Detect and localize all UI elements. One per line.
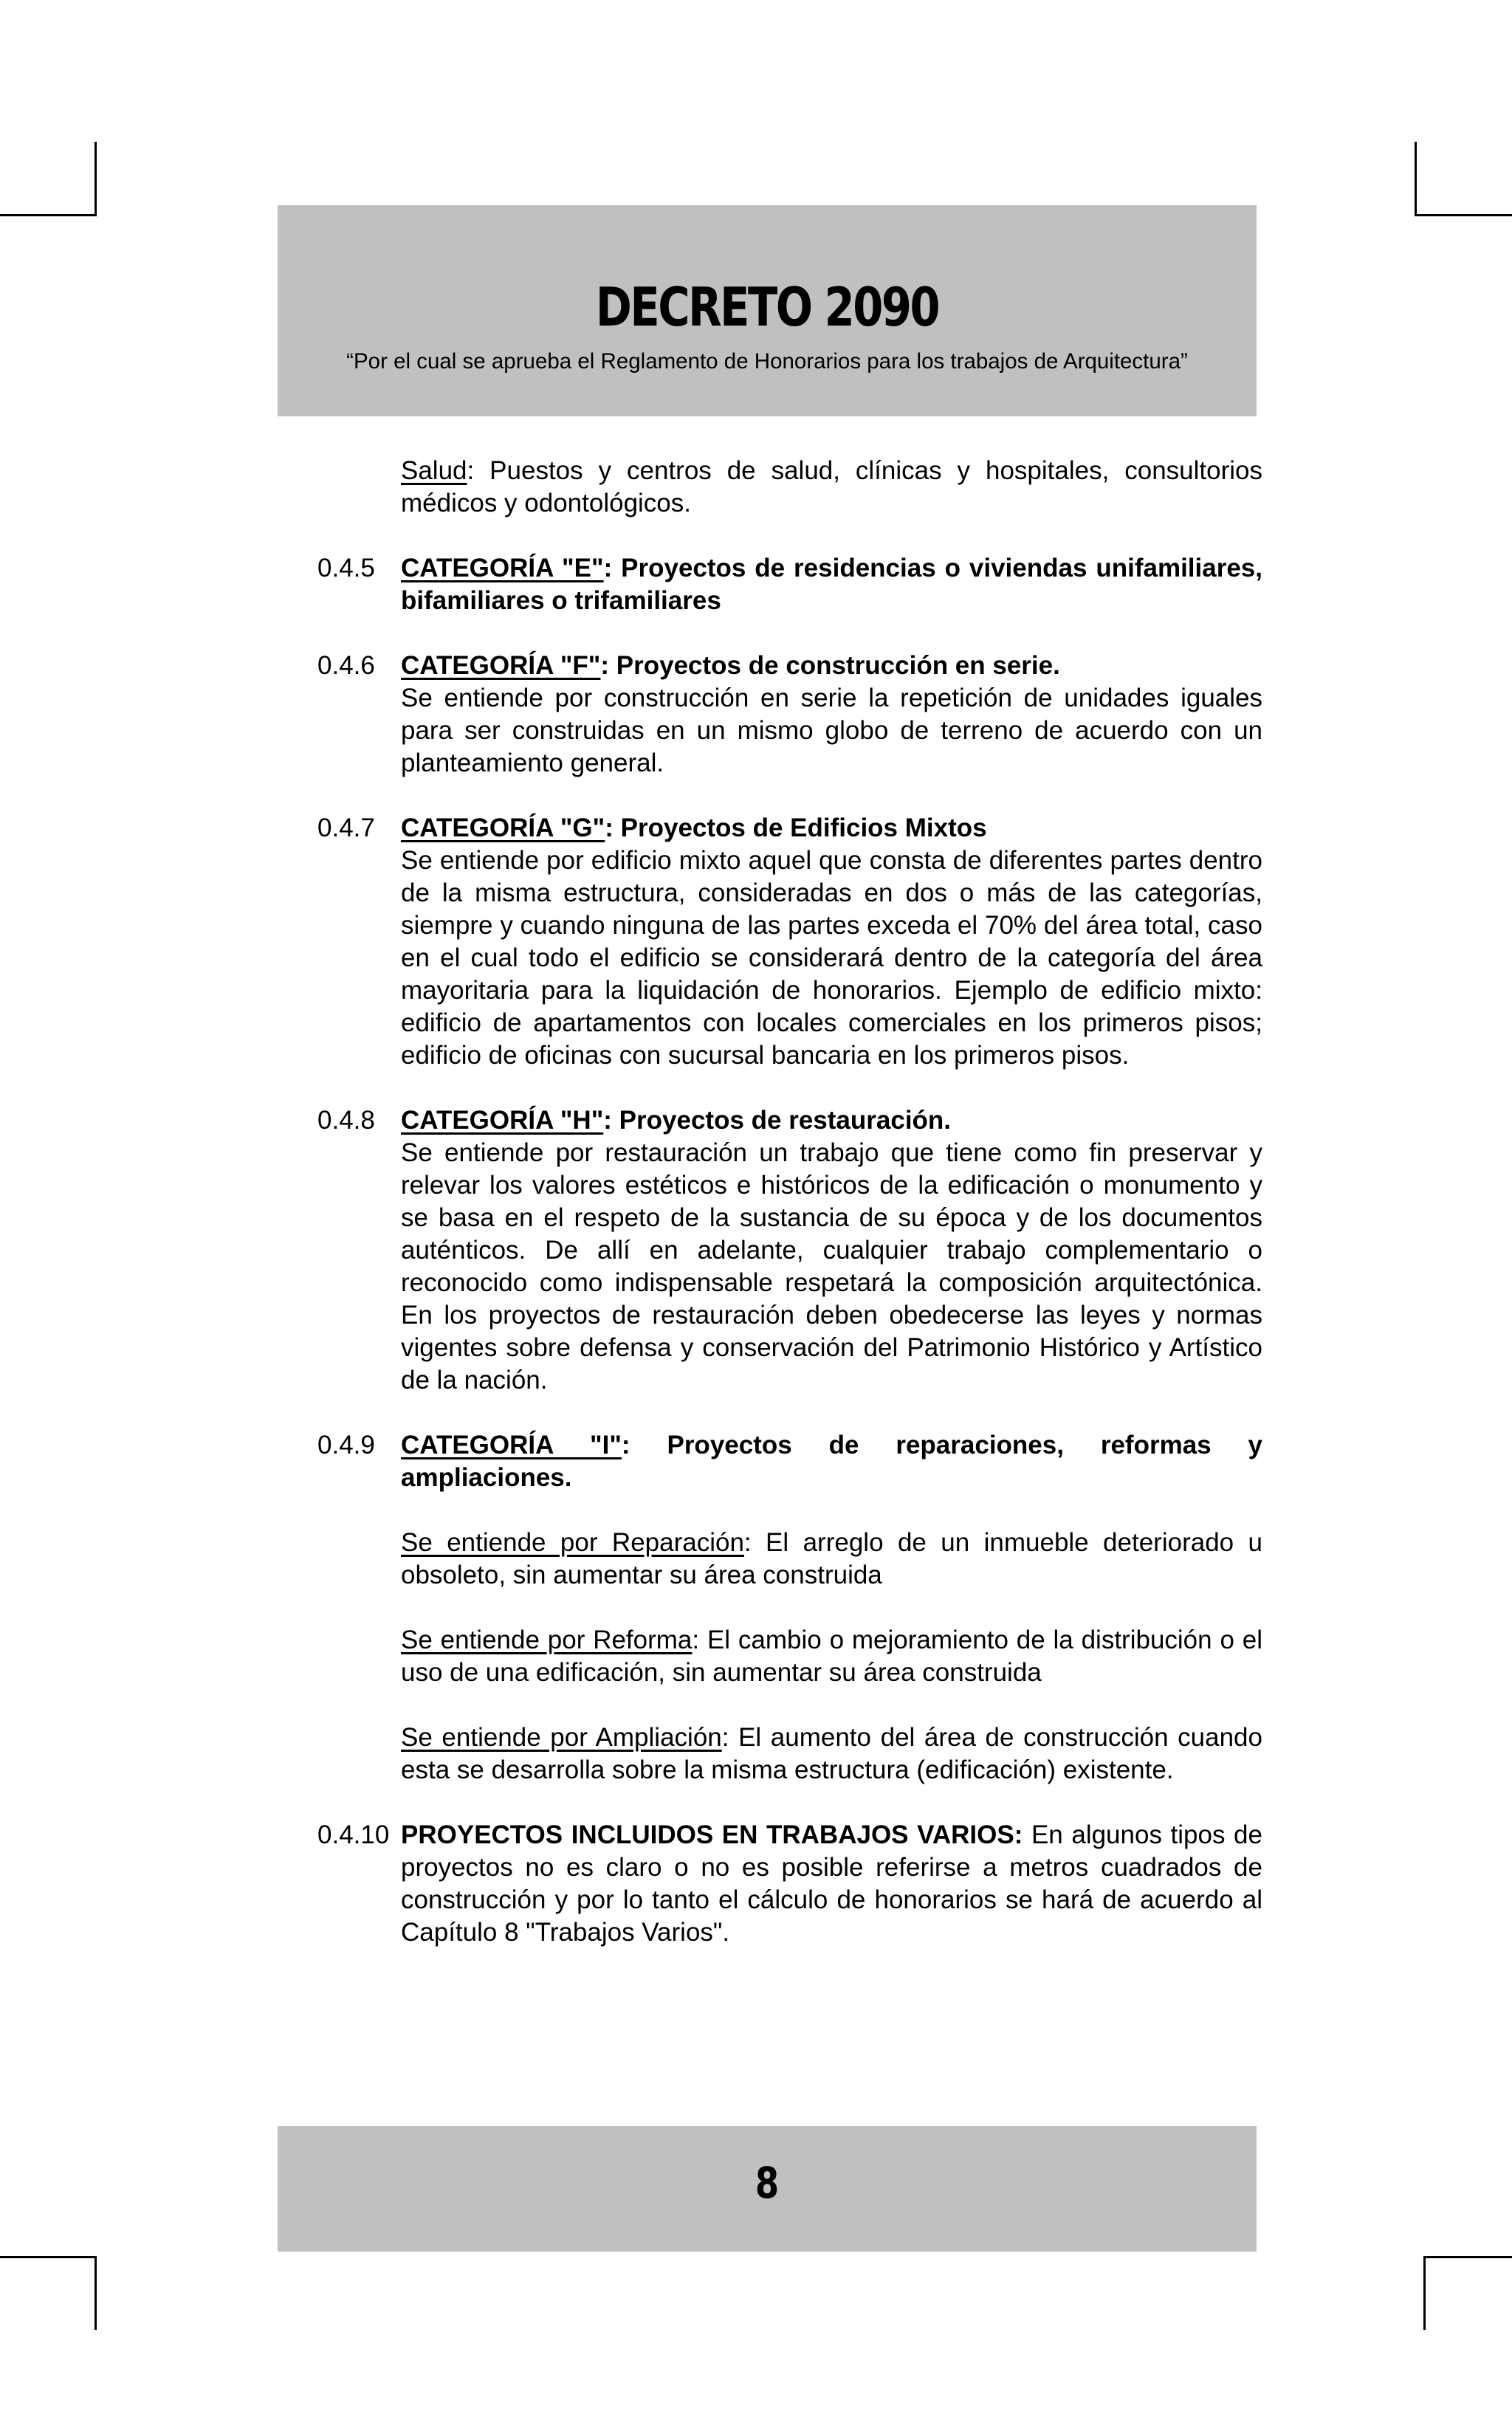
crop-mark-top-left-v bbox=[94, 142, 97, 216]
section-body: Se entiende por construcción en serie la repetición de unidades iguales para ser construidas en un mismo globo de terreno de acuerdo con un planteamiento general. bbox=[401, 684, 1262, 777]
section-body: En algunos tipos de proyectos no es claro o no es posible referirse a metros cuadrados de construcción y por lo tanto el cálculo de honorarios se hará de acuerdo al Capítulo 8 "Trabajos Varios". bbox=[401, 1820, 1262, 1947]
crop-mark-bottom-right-h bbox=[1423, 2256, 1512, 2258]
section-0-4-7 bbox=[317, 812, 1262, 1072]
category-title: : Proyectos de Edificios Mixtos bbox=[605, 814, 987, 842]
intro-text bbox=[401, 455, 1262, 520]
section-heading bbox=[401, 1104, 1262, 1137]
page-number: 8 bbox=[755, 2158, 780, 2208]
section-heading bbox=[401, 812, 1262, 845]
intro-paragraph bbox=[317, 455, 1262, 520]
category-title: : Proyectos de residencias o viviendas unifamiliares, bifamiliares o trifamiliares bbox=[401, 554, 1262, 615]
category-title: : Proyectos de construcción en serie. bbox=[600, 651, 1060, 680]
section-number: 0.4.9 bbox=[317, 1431, 375, 1459]
document-subtitle: “Por el cual se aprueba el Reglamento de Honorarios para los trabajos de Arquitectura” bbox=[346, 349, 1188, 374]
crop-mark-top-right-v bbox=[1415, 142, 1417, 216]
document-title: DECRETO 2090 bbox=[595, 276, 939, 338]
footer-band bbox=[278, 2126, 1257, 2252]
definition-text: : El cambio o mejoramiento de la distribución o el uso de una edificación, sin aumentar su área construida bbox=[401, 1626, 1262, 1687]
section-number: 0.4.7 bbox=[317, 814, 375, 842]
section-number: 0.4.8 bbox=[317, 1106, 375, 1135]
section-number: 0.4.10 bbox=[317, 1820, 390, 1849]
section-heading bbox=[401, 552, 1262, 617]
definition-term: Se entiende por Ampliación bbox=[401, 1723, 722, 1752]
section-0-4-5 bbox=[317, 552, 1262, 617]
definition-term: Se entiende por Reparación bbox=[401, 1528, 744, 1557]
crop-mark-top-right-h bbox=[1415, 214, 1512, 216]
category-label: CATEGORÍA "H" bbox=[401, 1106, 604, 1135]
category-label: CATEGORÍA "F" bbox=[401, 651, 601, 680]
definition-reparacion bbox=[401, 1527, 1262, 1592]
category-title: : Proyectos de restauración. bbox=[603, 1106, 952, 1135]
category-label: CATEGORÍA "G" bbox=[401, 814, 605, 842]
section-0-4-6 bbox=[317, 650, 1262, 780]
intro-term: Salud bbox=[401, 456, 467, 485]
crop-mark-bottom-left-h bbox=[0, 2256, 97, 2258]
header-band bbox=[278, 205, 1257, 416]
crop-mark-bottom-left-v bbox=[94, 2256, 97, 2330]
definition-text: : El aumento del área de construcción cuando esta se desarrolla sobre la misma estructura (edificación) existente. bbox=[401, 1723, 1262, 1784]
section-0-4-9 bbox=[317, 1429, 1262, 1787]
definition-term: Se entiende por Reforma bbox=[401, 1626, 693, 1654]
section-heading: PROYECTOS INCLUIDOS EN TRABAJOS VARIOS: bbox=[401, 1820, 1023, 1849]
section-text bbox=[401, 1819, 1262, 1949]
crop-mark-top-left-h bbox=[0, 214, 97, 216]
section-0-4-8 bbox=[317, 1104, 1262, 1397]
definition-reforma bbox=[401, 1624, 1262, 1689]
crop-mark-bottom-right-v bbox=[1423, 2256, 1426, 2330]
section-heading bbox=[401, 650, 1262, 682]
section-body: Se entiende por restauración un trabajo que tiene como fin preservar y relevar los valores estéticos e históricos de la edificación o monumento y se basa en el respeto de la sustancia de su época y de los documentos auténticos. De allí en adelante, cualquier trabajo complementario o reconocido como indispensable respetará la composición arquitectónica. En los proyectos de restauración deben obedecerse las leyes y normas vigentes sobre defensa y conservación del Patrimonio Histórico y Artístico de la nación. bbox=[401, 1138, 1262, 1395]
section-number: 0.4.5 bbox=[317, 554, 375, 582]
section-body: Se entiende por edificio mixto aquel que consta de diferentes partes dentro de la misma estructura, consideradas en dos o más de las categorías, siempre y cuando ninguna de las partes exceda el 70% del área total, caso en el cual todo el edificio se considerará dentro de la categoría del área mayoritaria para la liquidación de honorarios. Ejemplo de edificio mixto: edificio de apartamentos con locales comerciales en los primeros pisos; edificio de oficinas con sucursal bancaria en los primeros pisos. bbox=[401, 846, 1262, 1070]
category-title: : Proyectos de reparaciones, reformas y ampliaciones. bbox=[401, 1431, 1262, 1492]
category-label: CATEGORÍA "I" bbox=[401, 1431, 622, 1459]
definition-ampliacion bbox=[401, 1722, 1262, 1787]
definition-text: : El arreglo de un inmueble deteriorado u obsoleto, sin aumentar su área construida bbox=[401, 1528, 1263, 1589]
document-body bbox=[317, 455, 1262, 1981]
section-0-4-10 bbox=[317, 1819, 1262, 1949]
section-number: 0.4.6 bbox=[317, 651, 375, 680]
intro-description: : Puestos y centros de salud, clínicas y hospitales, consultorios médicos y odontológicos. bbox=[401, 456, 1262, 517]
category-label: CATEGORÍA "E" bbox=[401, 554, 604, 582]
section-heading bbox=[401, 1429, 1262, 1494]
